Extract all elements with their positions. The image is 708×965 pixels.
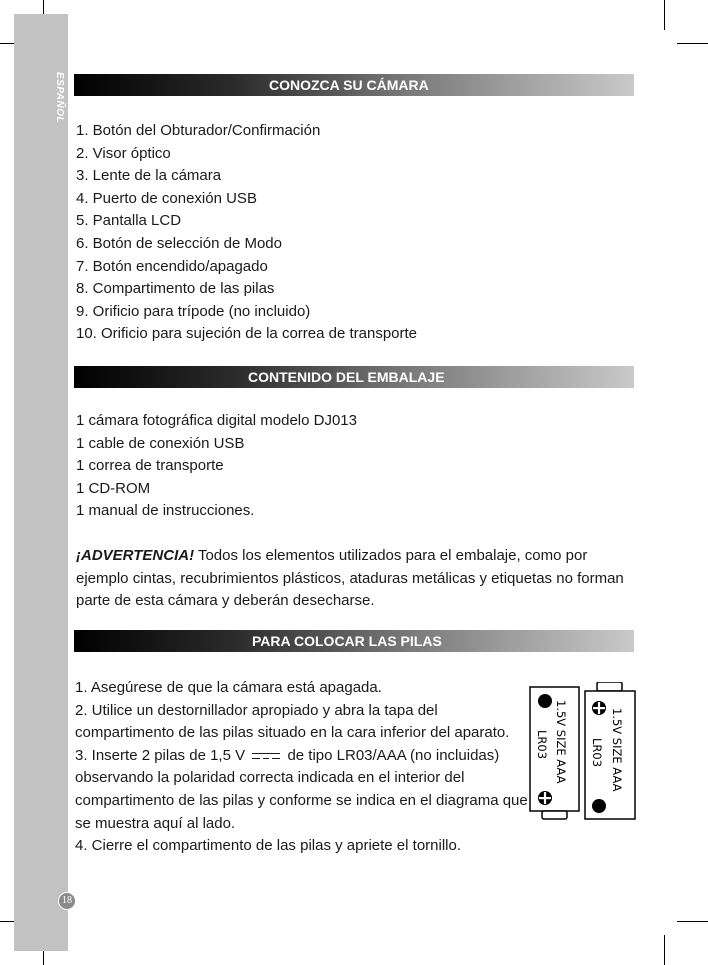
crop-mark [677,921,708,922]
camera-parts-list [76,120,417,346]
list-item: 1 cable de conexión USB [76,434,245,452]
section-header-camera [74,74,634,96]
warning-text: Todos los elementos utilizados para el embalaje, como por ejemplo cintas, recubrimientos plásticos, ataduras metálicas y etiquetas no forman parte de esta cámara y deberán desecharse. [76,547,624,610]
step-1: 1. Asegúrese de que la cámara está apagada. [75,679,382,696]
list-item: 1 correa de transporte [76,457,224,475]
language-label-text: ESPAÑOL [54,72,65,124]
battery-right [585,682,635,819]
battery-left [530,687,579,819]
language-sidebar [14,14,68,951]
step-3-end: de tipo LR03/AAA (no incluidas) observando la polaridad correcta indicada en el interior del compartimento de las pilas y conforme se indica en el diagrama que se muestra aquí al lado. [75,746,528,832]
list-item: 1 manual de instrucciones. [76,502,255,520]
list-item: 6. Botón de selección de Modo [76,234,282,252]
negative-terminal-icon [592,799,606,813]
positive-terminal-icon [538,791,552,805]
section-title: CONOZCA SU CÁMARA [269,77,429,93]
crop-mark [677,43,708,44]
step-4: 4. Cierre el compartimento de las pilas y apriete el tornillo. [75,837,462,855]
step-3-start: 3. Inserte 2 pilas de 1,5 V [75,746,246,764]
list-item: 3. Lente de la cámara [76,167,222,185]
warning-label: ¡ADVERTENCIA! [76,547,195,564]
list-item: 4. Puerto de conexión USB [76,189,257,207]
list-item: 7. Botón encendido/apagado [76,257,268,275]
list-item: 10. Orificio para sujeción de la correa de transporte [76,325,418,343]
list-item: 1 CD-ROM [76,479,151,497]
battery-model-label: LR03 [590,738,604,768]
negative-terminal-icon [538,694,552,708]
list-item: 5. Pantalla LCD [76,212,182,230]
step-3 [75,745,530,835]
dc-voltage-icon [249,751,283,761]
section-title: PARA COLOCAR LAS PILAS [252,633,442,649]
warning-paragraph [76,545,636,613]
positive-terminal-icon [592,701,606,715]
section-header-package [74,366,634,388]
battery-steps [75,677,530,858]
battery-size-label: 1.5V SIZE AAA [554,700,568,784]
section-header-batteries [74,630,634,652]
list-item: 9. Orificio para trípode (no incluido) [76,302,311,320]
language-label [53,72,65,142]
battery-model-label: LR03 [535,730,549,760]
page-number: 18 [58,892,76,910]
list-item: 1 cámara fotográfica digital modelo DJ013 [76,412,357,429]
battery-diagram [527,682,639,825]
list-item: 2. Visor óptico [76,144,171,162]
list-item: 8. Compartimento de las pilas [76,280,275,298]
crop-mark [664,0,665,30]
crop-mark [664,935,665,965]
package-contents-list [76,410,357,523]
list-item: 1. Botón del Obturador/Confirmación [76,122,321,139]
section-title: CONTENIDO DEL EMBALAJE [248,369,445,385]
step-2: 2. Utilice un destornillador apropiado y abra la tapa del compartimento de las pilas situado en la cara inferior del aparato. [75,701,510,742]
battery-size-label: 1.5V SIZE AAA [610,708,624,792]
